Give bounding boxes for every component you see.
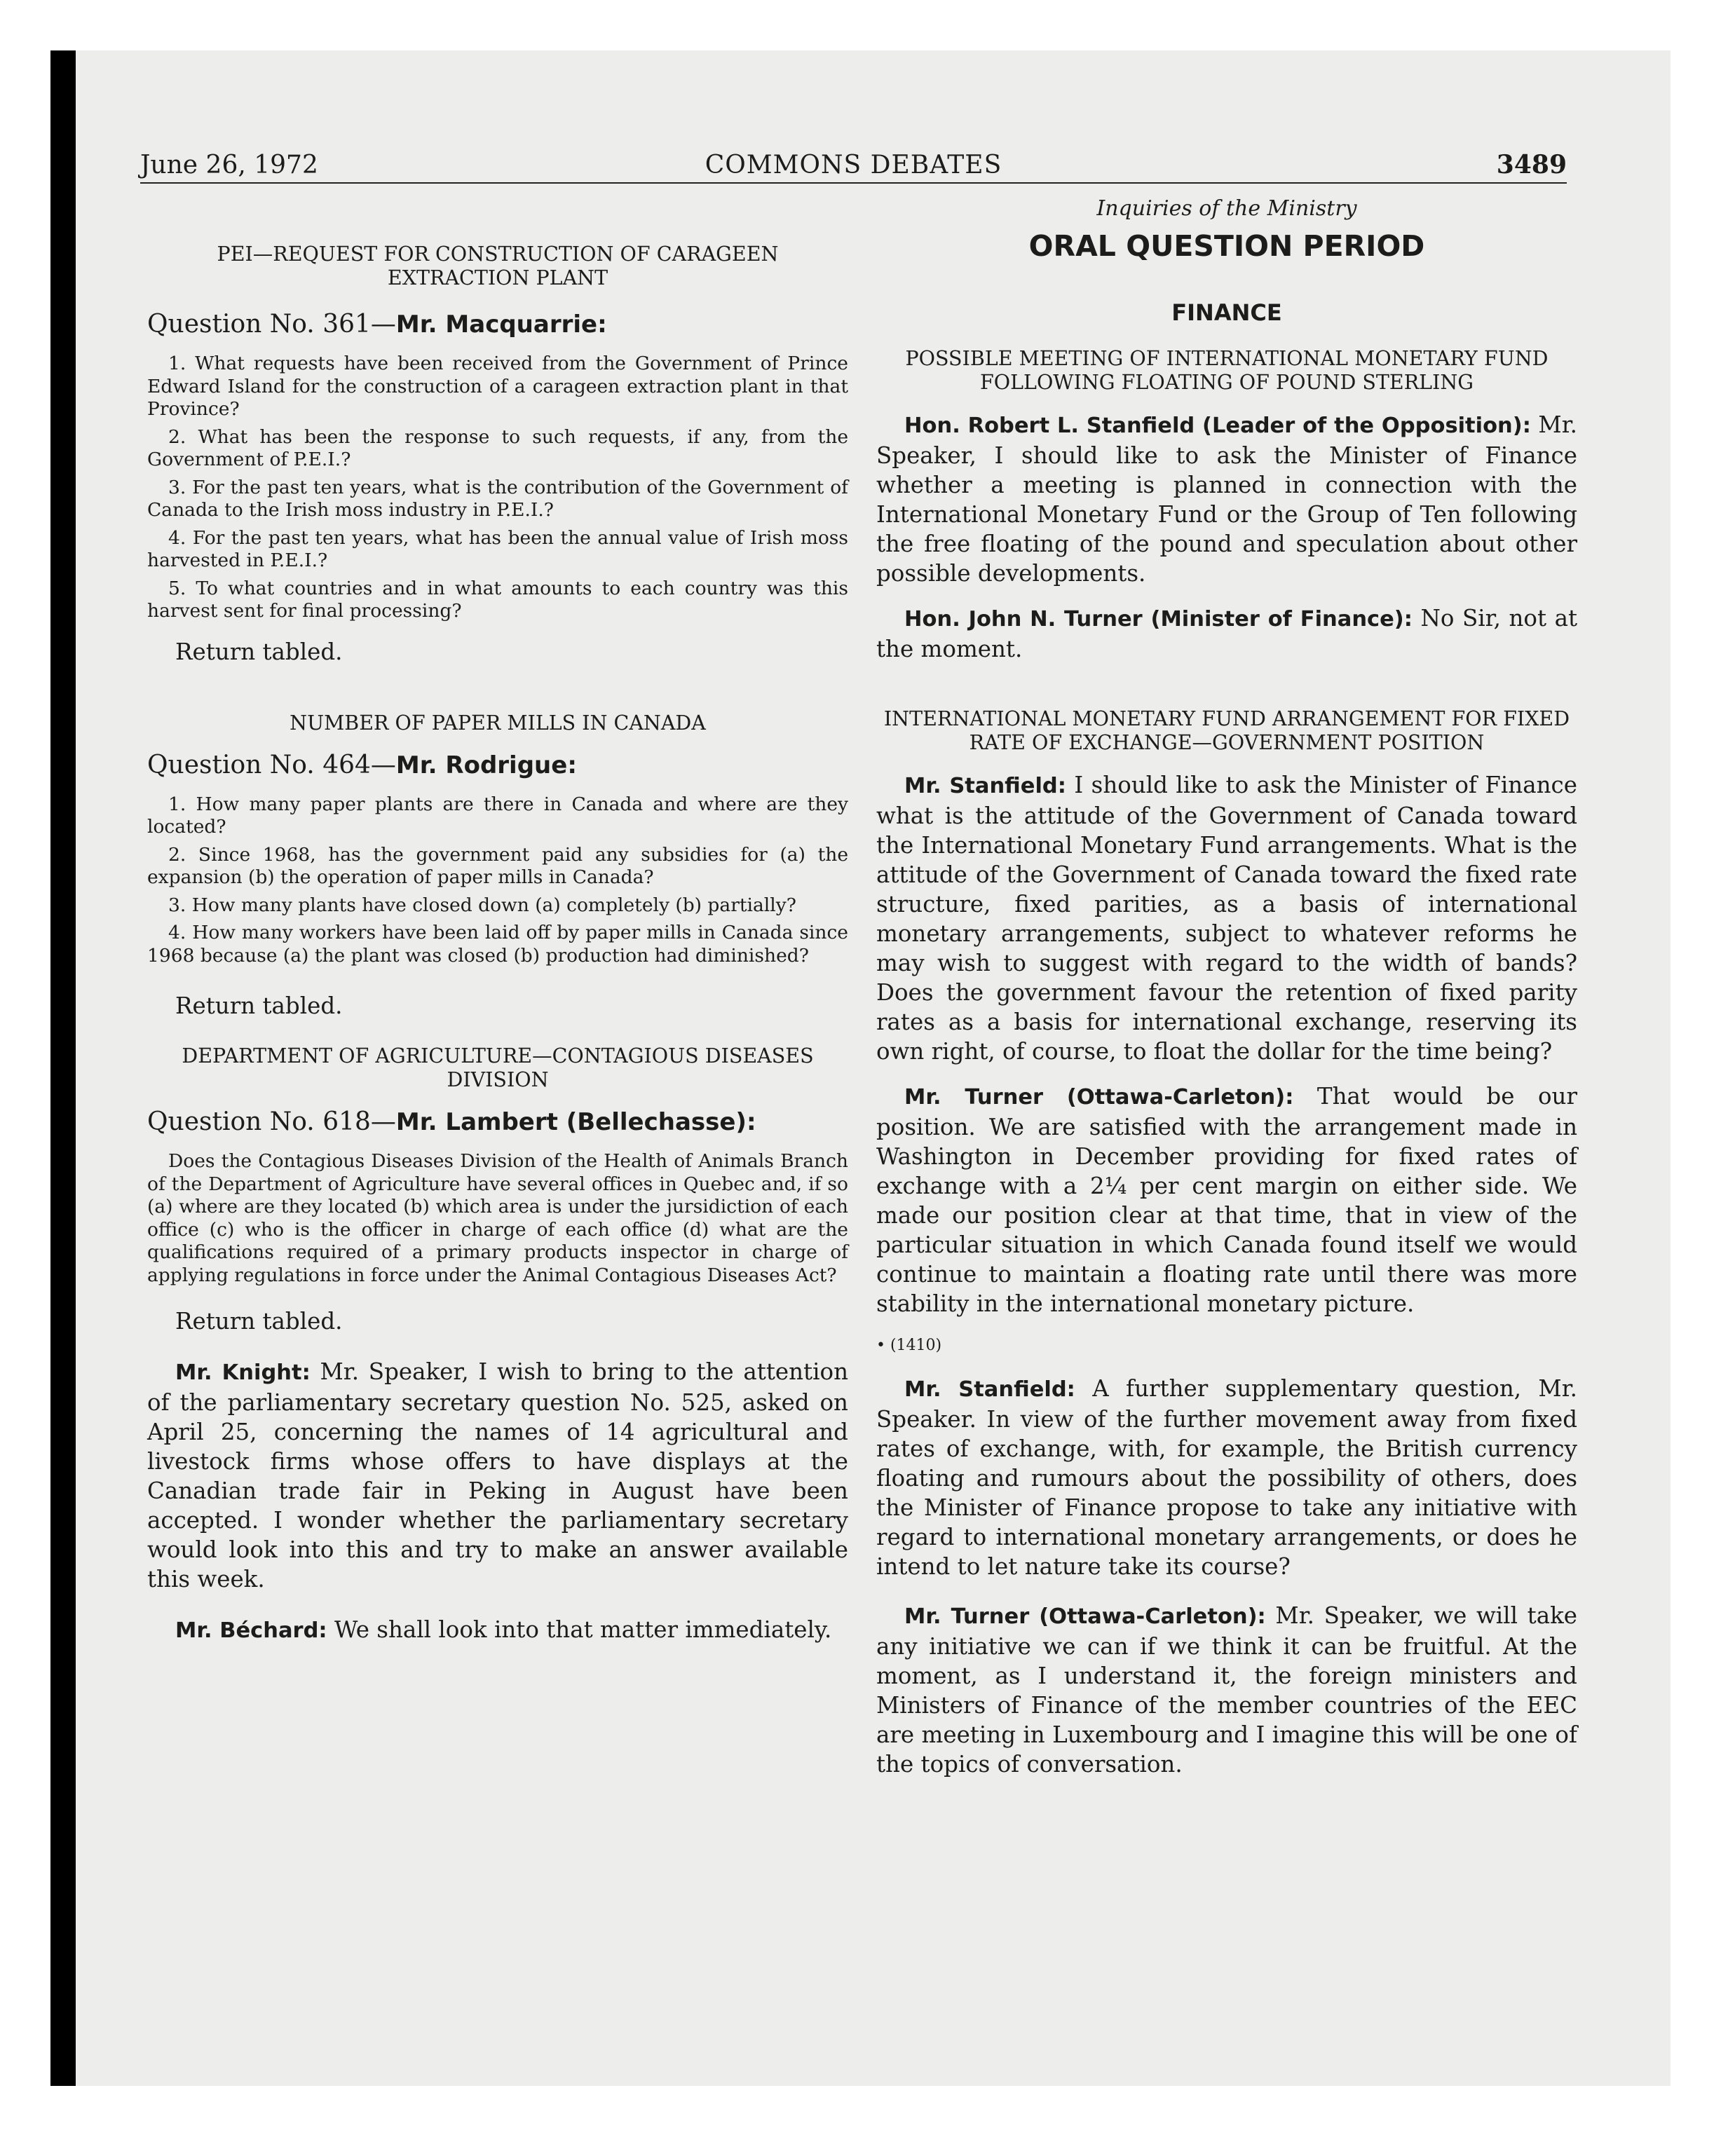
speaker-name: Mr. Turner (Ottawa-Carleton): <box>904 1604 1266 1629</box>
left-column <box>147 196 848 1646</box>
page-header <box>140 147 1567 184</box>
header-title: COMMONS DEBATES <box>705 151 1002 179</box>
question-item: 4. How many workers have been laid off by paper mills in Canada since 1968 because (a) the plant was closed (b) production had diminished? <box>147 922 848 967</box>
speaker-name: Mr. Stanfield: <box>904 1377 1075 1402</box>
speaker-name: Hon. Robert L. Stanfield (Leader of the Opposition): <box>904 414 1531 438</box>
speaker-name: Hon. John N. Turner (Minister of Finance): <box>904 607 1413 632</box>
section-heading: INTERNATIONAL MONETARY FUND ARRANGEMENT FOR FIXED RATE OF EXCHANGE—GOVERNMENT POSITION <box>883 707 1570 754</box>
question-item: 3. For the past ten years, what is the contribution of the Government of Canada to the Irish moss industry in P.E.I.? <box>147 476 848 521</box>
speaker-name: Mr. Knight: <box>175 1360 311 1385</box>
return-tabled: Return tabled. <box>175 1308 343 1335</box>
right-column <box>876 196 1577 1779</box>
speech-paragraph: Mr. Turner (Ottawa-Carleton): That would be our position. We are satisfied with the arrangement made in Washington in December providing for fixed rates of exchange with a 2¼ per cent margin on either side. We made our position clear at that time, that in view of the particular situation in which Canada found itself we would continue to maintain a floating rate until there was more stability in the international monetary picture. <box>876 1083 1577 1317</box>
question-heading: Question No. 464—Mr. Rodrigue: <box>147 750 577 779</box>
speech-paragraph: Mr. Stanfield: I should like to ask the Minister of Finance what is the attitude of the Government of Canada toward the International Monetary Fund arrangements. What is the attitude of the Government of Canada toward the fixed rate structure, fixed parities, as a basis of international monetary arrangements, subject to whatever reforms he may wish to suggest with regard to the width of bands? Does the government favour the retention of fixed parity rates as a basis for international exchange, reserving its own right, of course, to float the dollar for the time being? <box>876 772 1577 1065</box>
question-item: 3. How many plants have closed down (a) completely (b) partially? <box>168 894 796 916</box>
question-item: 2. What has been the response to such requests, if any, from the Government of P.E.I.? <box>147 425 848 470</box>
speech-paragraph: Mr. Béchard: We shall look into that matter immediately. <box>175 1616 832 1643</box>
return-tabled: Return tabled. <box>175 992 343 1019</box>
question-heading: Question No. 618—Mr. Lambert (Bellechasse): <box>147 1107 756 1136</box>
speech-paragraph: Hon. John N. Turner (Minister of Finance): No Sir, not at the moment. <box>876 605 1578 662</box>
question-item: 4. For the past ten years, what has been the annual value of Irish moss harvested in P.E.I.? <box>147 526 848 571</box>
section-subtitle: Inquiries of the Ministry <box>1096 196 1357 221</box>
speech-paragraph: Mr. Turner (Ottawa-Carleton): Mr. Speaker, we will take any initiative we can if we think it can be fruitful. At the moment, as I understand it, the foreign ministers and Ministers of Finance of the member countries of the EEC are meeting in Luxembourg and I imagine this will be one of the topics of conversation. <box>876 1602 1578 1778</box>
question-item: 1. How many paper plants are there in Canada and where are they located? <box>147 793 848 838</box>
section-heading: POSSIBLE MEETING OF INTERNATIONAL MONETARY FUND FOLLOWING FLOATING OF POUND STERLING <box>905 347 1549 394</box>
question-item: 2. Since 1968, has the government paid any subsidies for (a) the expansion (b) the operation of paper mills in Canada? <box>147 843 848 888</box>
header-page-number: 3489 <box>1496 150 1567 179</box>
topic-heading: FINANCE <box>1171 299 1282 326</box>
section-title: ORAL QUESTION PERIOD <box>1028 229 1425 263</box>
asker-name: Mr. Rodrigue: <box>395 751 577 779</box>
scan-edge-bar <box>50 50 76 2086</box>
speech-paragraph: Mr. Knight: Mr. Speaker, I wish to bring to the attention of the parliamentary secretary question No. 525, asked on April 25, concerning the names of 14 agricultural and livestock firms whose offers to have displays at the Canadian trade fair in Peking in August have been accepted. I wonder whether the parliamentary secretary would look into this and try to make an answer available this week. <box>147 1358 849 1592</box>
speaker-name: Mr. Turner (Ottawa-Carleton): <box>904 1085 1294 1110</box>
return-tabled: Return tabled. <box>175 638 343 665</box>
speech-paragraph: Hon. Robert L. Stanfield (Leader of the Opposition): Mr. Speaker, I should like to ask the Minister of Finance whether a meeting is planned in connection with the International Monetary Fund or the Group of Ten following the free floating of the pound and speculation about other possible developments. <box>876 411 1578 587</box>
speaker-name: Mr. Stanfield: <box>904 774 1066 798</box>
section-heading: NUMBER OF PAPER MILLS IN CANADA <box>290 711 706 735</box>
asker-name: Mr. Macquarrie: <box>395 311 607 339</box>
speaker-name: Mr. Béchard: <box>175 1618 327 1643</box>
question-item: 5. To what countries and in what amounts to each country was this harvest sent for final processing? <box>147 577 848 622</box>
header-date: June 26, 1972 <box>140 151 318 179</box>
time-stamp: • (1410) <box>876 1337 942 1354</box>
question-heading: Question No. 361—Mr. Macquarrie: <box>147 310 607 339</box>
asker-name: Mr. Lambert (Bellechasse): <box>395 1108 756 1136</box>
section-heading: PEI—REQUEST FOR CONSTRUCTION OF CARAGEEN EXTRACTION PLANT <box>217 243 779 289</box>
question-text: Does the Contagious Diseases Division of the Health of Animals Branch of the Department of Agriculture have several offices in Quebec and, if so (a) where are they located (b) which area is under the jursidiction of each office (c) who is the officer in charge of each office (d) what are the qualifications required of a primary products inspector in charge of applying regulations in force under the Animal Contagious Diseases Act? <box>147 1150 848 1286</box>
section-heading: DEPARTMENT OF AGRICULTURE—CONTAGIOUS DISEASES DIVISION <box>182 1044 814 1091</box>
question-item: 1. What requests have been received from the Government of Prince Edward Island for the construction of a carageen extraction plant in that Province? <box>147 353 848 420</box>
speech-paragraph: Mr. Stanfield: A further supplementary question, Mr. Speaker. In view of the further movement away from fixed rates of exchange, with, for example, the British currency floating and rumours about the possibility of others, does the Minister of Finance propose to take any initiative with regard to international monetary arrangements, or does he intend to let nature take its course? <box>876 1375 1577 1580</box>
